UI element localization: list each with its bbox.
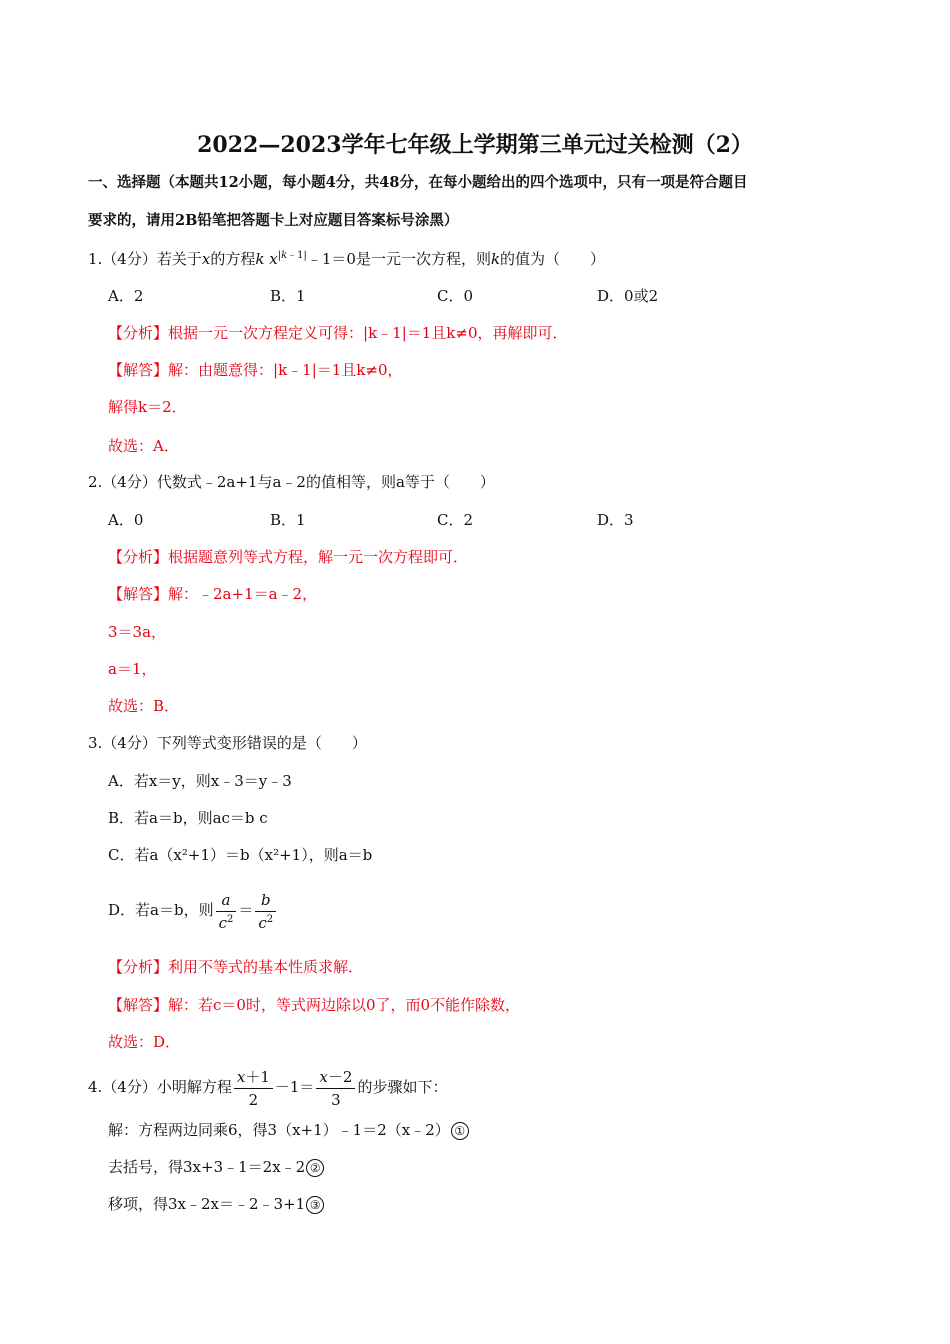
circled-number-2: ② [306, 1159, 324, 1177]
q1-answer: 【解答】解：由题意得：|k﹣1|＝1且k≠0， [108, 361, 403, 379]
circled-number-3: ③ [306, 1196, 324, 1214]
q4-step3: 移项，得3x﹣2x＝﹣2﹣3+1 ③ [108, 1194, 324, 1214]
page-title: 2022—2023学年七年级上学期第三单元过关检测（2） [197, 132, 753, 158]
q1-option-a[interactable]: A．2 [108, 287, 144, 305]
section-heading-line1: 一、选择题（本题共12小题，每小题4分，共48分，在每小题给出的四个选项中，只有一项是符合题目 [88, 174, 748, 191]
q2-option-a[interactable]: A．0 [108, 511, 144, 529]
q4-step2: 去括号，得3x+3﹣1＝2x﹣2 ② [108, 1157, 324, 1177]
q3-analysis: 【分析】利用不等式的基本性质求解． [108, 958, 364, 976]
fraction-a-over-c2: $\frac{a}{c^2}$ [216, 889, 237, 934]
q2-stem: 2.（4分）代数式﹣2a+1与a﹣2的值相等，则a等于（ ） [88, 473, 495, 491]
q1-stem: 1.（4分）若关于x的方程k $x^{|k﹣1|}﹣1=0$是一元一次方程，则k的值为（ ） [88, 250, 606, 268]
q3-option-c[interactable]: C．若a（x²+1）＝b（x²+1），则a＝b [108, 846, 373, 864]
q4-stem: 4.（4分）小明解方程 $\frac{x+1}{2}$ －1＝ $\frac{x-2}{3}$ 的步骤如下： [88, 1067, 448, 1109]
q2-option-b[interactable]: B．1 [270, 511, 306, 529]
q1-choice: 故选：A． [108, 437, 179, 455]
q2-option-d[interactable]: D．3 [597, 511, 634, 529]
q1-option-b[interactable]: B．1 [270, 287, 306, 305]
q2-option-c[interactable]: C．2 [437, 511, 474, 529]
fraction-b-over-c2: $\frac{b}{c^2}$ [255, 889, 276, 934]
q2-answer-step2: 3＝3a， [108, 623, 167, 641]
q1-option-c[interactable]: C．0 [437, 287, 474, 305]
q2-answer-step3: a＝1， [108, 660, 157, 678]
q3-choice: 故选：D． [108, 1033, 181, 1051]
q4-step1: 解：方程两边同乘6，得3（x+1）﹣1＝2（x﹣2） ① [108, 1120, 469, 1140]
q3-stem: 3.（4分）下列等式变形错误的是（ ） [88, 734, 367, 752]
q2-answer: 【解答】解：﹣2a+1＝a﹣2， [108, 585, 318, 603]
q3-answer: 【解答】解：若c＝0时，等式两边除以0了，而0不能作除数， [108, 996, 521, 1014]
q3-option-d[interactable]: D．若a＝b，则 $\frac{a}{c^2}$ ＝ $\frac{b}{c^2}$ [108, 885, 278, 935]
q3-option-a[interactable]: A．若x＝y，则x﹣3＝y﹣3 [108, 772, 292, 790]
fraction-x-plus-1-over-2: $\frac{x+1}{2}$ [234, 1066, 273, 1111]
circled-number-1: ① [451, 1122, 469, 1140]
q1-option-d[interactable]: D．0或2 [597, 287, 659, 305]
q2-choice: 故选：B． [108, 697, 180, 715]
q1-answer-step: 解得k＝2． [108, 398, 187, 416]
section-heading-line2: 要求的，请用2B铅笔把答题卡上对应题目答案标号涂黑） [88, 212, 459, 229]
q3-option-b[interactable]: B．若a＝b，则ac＝b c [108, 809, 268, 827]
q2-analysis: 【分析】根据题意列等式方程，解一元一次方程即可． [108, 548, 469, 566]
q1-analysis: 【分析】根据一元一次方程定义可得：|k﹣1|＝1且k≠0，再解即可． [108, 324, 568, 342]
fraction-x-minus-2-over-3: $\frac{x-2}{3}$ [316, 1066, 355, 1111]
